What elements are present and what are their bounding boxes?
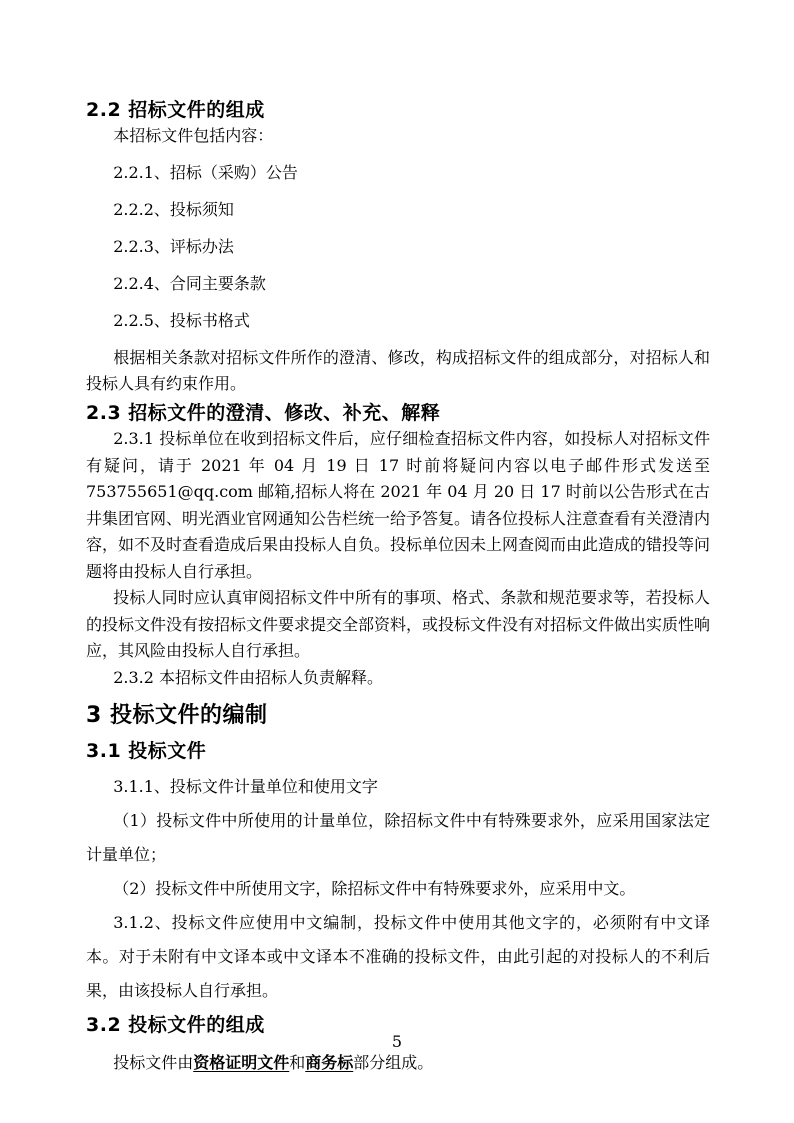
- list-item-2-2-4: 2.2.4、合同主要条款: [113, 274, 266, 293]
- paragraph-2-3-1: 2.3.1 投标单位在收到招标文件后，应仔细检查招标文件内容，如投标人对招标文件有疑问，请于 2021 年 04 月 19 日 17 时前将疑问内容以电子邮件形式发送至 753755651@qq.com 邮箱,招标人将在 2021 年 04 月 20 日 17 时前以公告形式在古井集团官网、明光酒业官网通知公告栏统一给予答复。请各位投标人注意查看有关澄清内容，如不及时查看造成后果由投标人自负。投标单位因未上网查阅而由此造成的错投等问题将由投标人自行承担。: [86, 429, 711, 581]
- list-item-2-2-2: 2.2.2、投标须知: [113, 200, 234, 219]
- list-item-2-2-3: 2.2.3、评标办法: [113, 237, 234, 256]
- list-item-2-2-1: 2.2.1、招标（采购）公告: [113, 163, 298, 182]
- paragraph-3-1-2: 3.1.2、投标文件应使用中文编制，投标文件中使用其他文字的，必须附有中文译本。对于未附有中文译本或中文译本不准确的投标文件，由此引起的对投标人的不利后果，由该投标人自行承担。: [86, 913, 710, 1000]
- page-number: 5: [391, 1032, 403, 1051]
- composition-connector: 和: [289, 1053, 306, 1072]
- paragraph-3-1-1-item-1: （1）投标文件中所使用的计量单位，除招标文件中有特殊要求外，应采用国家法定计量单位；: [86, 811, 710, 864]
- paragraph-2-2-closing: 根据相关条款对招标文件所作的澄清、修改，构成招标文件的组成部分，对招标人和投标人具有约束作用。: [86, 348, 710, 393]
- paragraph-2-3-review: 投标人同时应认真审阅招标文件中所有的事项、格式、条款和规范要求等，若投标人的投标文件没有按招标文件要求提交全部资料，或投标文件没有对招标文件做出实质性响应，其风险由投标人自行承担。: [86, 588, 711, 660]
- heading-3-1: 3.1 投标文件: [86, 740, 207, 762]
- composition-suffix: 部分组成。: [353, 1053, 434, 1072]
- composition-prefix: 投标文件由: [113, 1053, 194, 1072]
- heading-3-2: 3.2 投标文件的组成: [86, 1014, 265, 1036]
- paragraph-2-3-2: 2.3.2 本招标文件由招标人负责解释。: [113, 667, 383, 687]
- heading-3: 3 投标文件的编制: [86, 703, 268, 728]
- paragraph-3-1-1: 3.1.1、投标文件计量单位和使用文字: [113, 777, 378, 796]
- heading-2-3: 2.3 招标文件的澄清、修改、补充、解释: [86, 402, 441, 424]
- paragraph-2-2-intro: 本招标文件包括内容：: [113, 126, 274, 145]
- paragraph-3-1-1-item-2: （2）投标文件中所使用文字，除招标文件中有特殊要求外，应采用中文。: [113, 879, 636, 898]
- heading-2-2: 2.2 招标文件的组成: [86, 99, 265, 121]
- composition-qualification-docs: 资格证明文件: [193, 1053, 290, 1072]
- list-item-2-2-5: 2.2.5、投标书格式: [113, 311, 250, 330]
- composition-commercial-bid: 商务标: [305, 1053, 354, 1072]
